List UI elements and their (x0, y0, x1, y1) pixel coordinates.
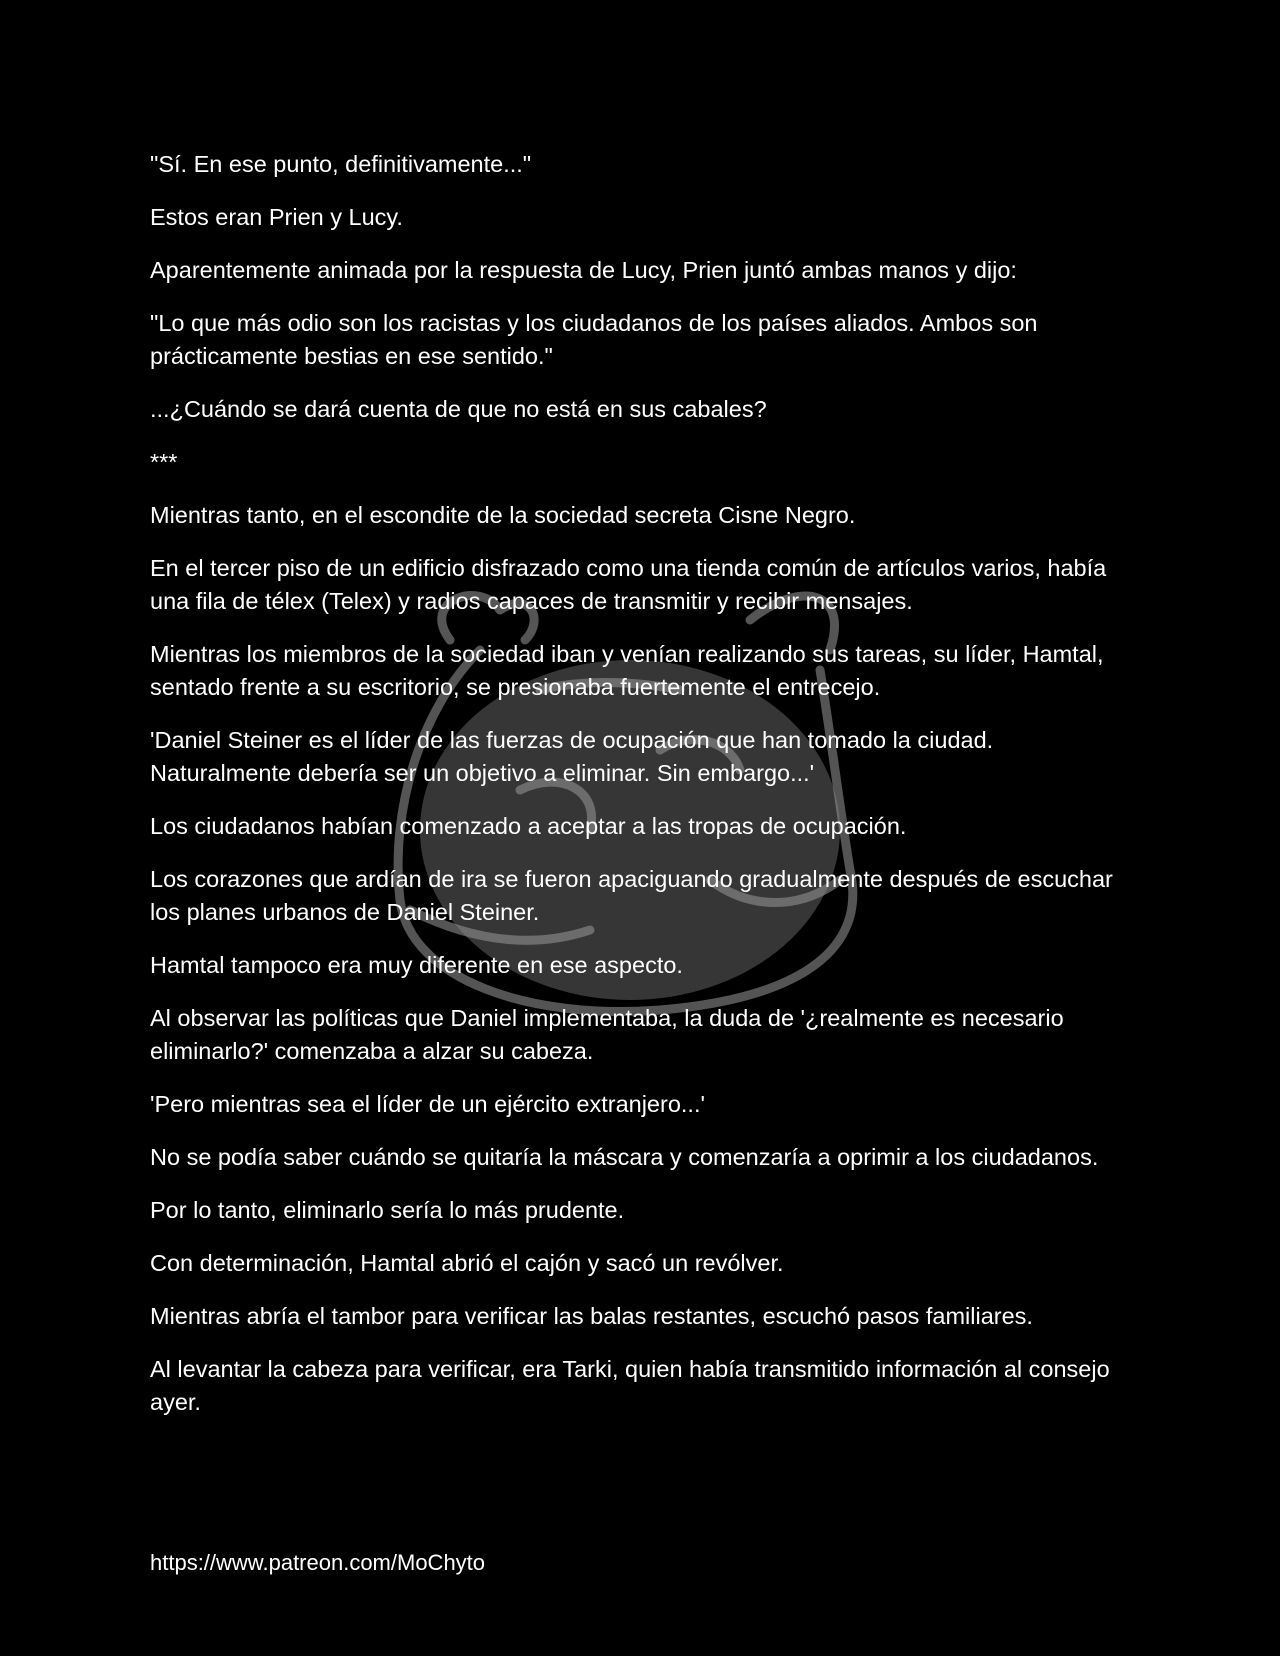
paragraph: Al observar las políticas que Daniel implementaba, la duda de '¿realmente es necesario eliminarlo?' comenzaba a alzar su cabeza. (150, 1005, 1071, 1064)
paragraph: Con determinación, Hamtal abrió el cajón y sacó un revólver. (150, 1250, 784, 1276)
paragraph: Al levantar la cabeza para verificar, era Tarki, quien había transmitido información al consejo ayer. (150, 1356, 1117, 1415)
paragraph: ...¿Cuándo se dará cuenta de que no está en sus cabales? (150, 396, 767, 422)
story-text (150, 148, 1140, 1439)
patreon-link[interactable]: https://www.patreon.com/MoChyto (150, 1550, 486, 1575)
paragraph: Mientras tanto, en el escondite de la sociedad secreta Cisne Negro. (150, 502, 856, 528)
paragraph: 'Daniel Steiner es el líder de las fuerzas de ocupación que han tomado la ciudad. Naturalmente debería ser un objetivo a eliminar. Sin embargo...' (150, 727, 1000, 786)
paragraph: Los ciudadanos habían comenzado a aceptar a las tropas de ocupación. (150, 813, 907, 839)
paragraph: Hamtal tampoco era muy diferente en ese aspecto. (150, 952, 683, 978)
paragraph: Por lo tanto, eliminarlo sería lo más prudente. (150, 1197, 625, 1223)
paragraph: Los corazones que ardían de ira se fueron apaciguando gradualmente después de escuchar los planes urbanos de Daniel Steiner. (150, 866, 1120, 925)
paragraph: Aparentemente animada por la respuesta de Lucy, Prien juntó ambas manos y dijo: (150, 257, 1017, 283)
scene-separator: *** (150, 449, 178, 475)
paragraph: Mientras abría el tambor para verificar las balas restantes, escuchó pasos familiares. (150, 1303, 1033, 1329)
paragraph: "Lo que más odio son los racistas y los ciudadanos de los países aliados. Ambos son prácticamente bestias en ese sentido." (150, 310, 1045, 369)
paragraph: Mientras los miembros de la sociedad iban y venían realizando sus tareas, su líder, Hamtal, sentado frente a su escritorio, se presionaba fuertemente el entrecejo. (150, 641, 1111, 700)
paragraph: No se podía saber cuándo se quitaría la máscara y comenzaría a oprimir a los ciudadanos. (150, 1144, 1099, 1170)
paragraph: En el tercer piso de un edificio disfrazado como una tienda común de artículos varios, había una fila de télex (Telex) y radios capaces de transmitir y recibir mensajes. (150, 555, 1113, 614)
paragraph: Estos eran Prien y Lucy. (150, 204, 403, 230)
paragraph: 'Pero mientras sea el líder de un ejército extranjero...' (150, 1091, 705, 1117)
paragraph: "Sí. En ese punto, definitivamente..." (150, 151, 532, 177)
